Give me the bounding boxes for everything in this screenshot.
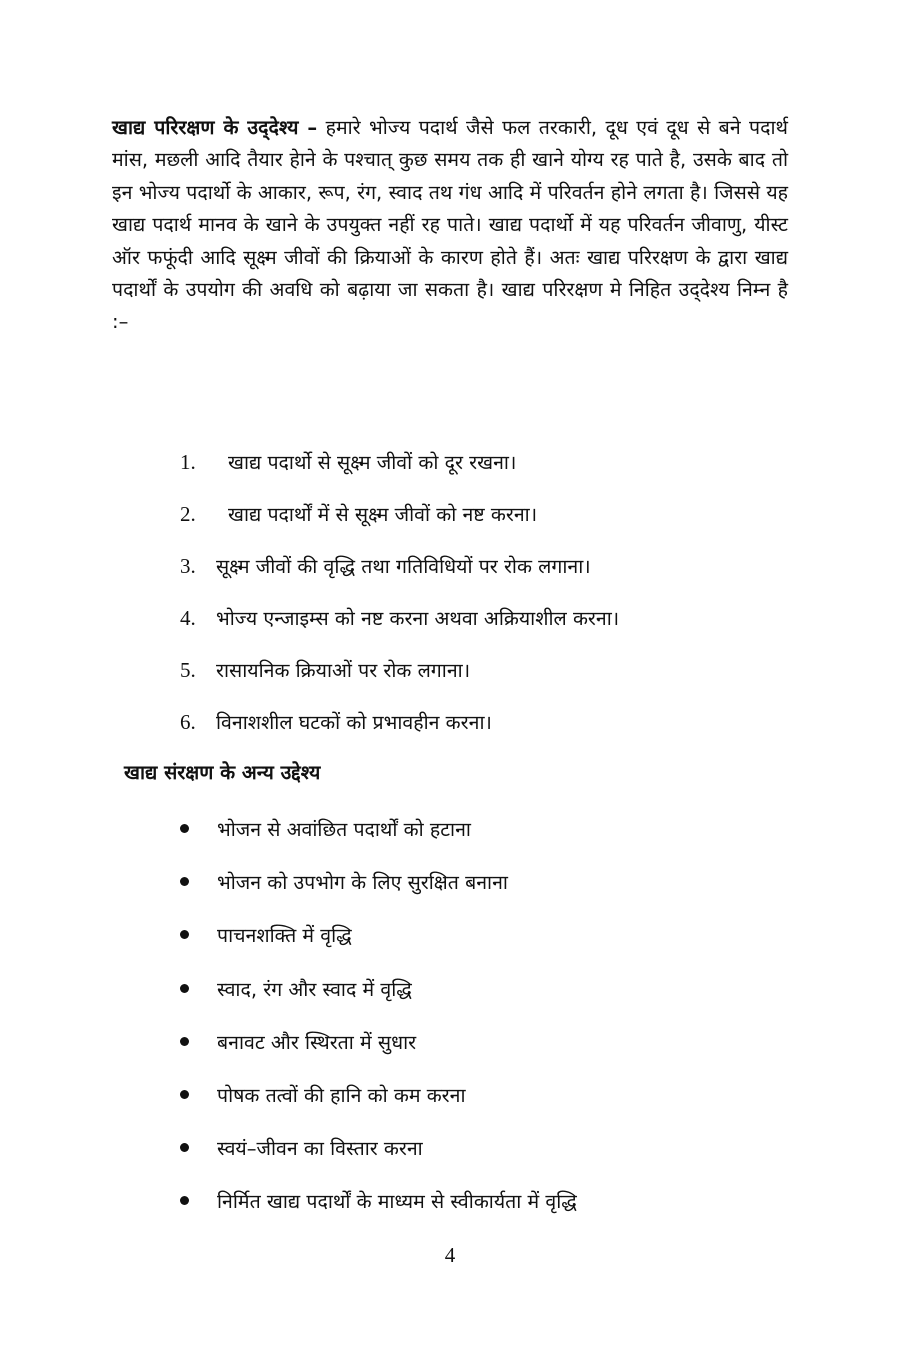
item-text: सूक्ष्म जीवों की वृद्धि तथा गतिविधियों पर रोक लगाना।	[216, 555, 591, 578]
bullet-icon	[180, 1143, 189, 1152]
bullet-icon	[180, 877, 189, 886]
item-number: 4.	[180, 606, 196, 630]
list-item	[180, 1186, 820, 1239]
other-objectives-list	[180, 814, 820, 1240]
list-item	[180, 1080, 820, 1133]
bullet-icon	[180, 1037, 189, 1046]
intro-text: हमारे भोज्य पदार्थ जैसे फल तरकारी, दूध एवं दूध से बने पदार्थ मांस, मछली आदि तैयार हेाने के पश्चात्‌ कुछ समय तक ही खाने योग्य रह पाते है, उसके बाद तो इन भोज्य पदार्थो के आकार, रूप, रंग, स्वाद तथ गंध आदि में परिवर्तन होने लगता है। जिससे यह खाद्य पदार्थ मानव के खाने के उपयुक्त नहीं रह पाते। खाद्य पदार्थो में यह परिवर्तन जीवाणु, यीस्ट ऑर फफूंदी आदि सूक्ष्म जीवों की क्रियाओं के कारण होते हैं। अतः खाद्य परिरक्षण के द्वारा खाद्य पदार्थों के उपयोग की अवधि को बढ़ाया जा सकता है। खाद्य परिरक्षण मे निहित उद्‌देश्य निम्न है :–	[112, 116, 788, 334]
bullet-icon	[180, 824, 189, 833]
page-number: 4	[444, 1243, 456, 1267]
item-text: पोषक तत्वों की हानि को कम करना	[217, 1083, 466, 1107]
bullet-icon	[180, 1090, 189, 1099]
list-item	[180, 1027, 820, 1080]
list-item	[180, 1133, 820, 1186]
item-text: खाद्य पदार्थों में से सूक्ष्म जीवों को नष्ट करना।	[228, 503, 538, 526]
intro-heading: खाद्य परिरक्षण के उद्‌देश्य –	[112, 116, 318, 139]
list-item	[180, 974, 820, 1027]
item-number: 6.	[180, 710, 196, 734]
bullet-icon	[180, 930, 189, 939]
item-text: रासायनिक क्रियाओं पर रोक लगाना।	[216, 659, 471, 682]
item-text: स्वाद, रंग और स्वाद में वृद्धि	[217, 977, 412, 1001]
item-number: 5.	[180, 658, 196, 682]
objectives-list	[180, 446, 820, 758]
item-text: विनाशशील घटकों को प्रभावहीन करना।	[216, 711, 492, 734]
item-number: 2.	[180, 502, 196, 526]
bullet-icon	[180, 984, 189, 993]
list-item	[180, 550, 820, 602]
list-item	[180, 867, 820, 920]
section-heading: खाद्य संरक्षण के अन्य उद्देश्य	[124, 761, 321, 784]
list-item	[180, 602, 820, 654]
list-item	[180, 654, 820, 706]
item-number: 3.	[180, 554, 196, 578]
item-text: निर्मित खाद्य पदार्थों के माध्यम से स्वीकार्यता में वृद्धि	[217, 1190, 577, 1214]
item-number: 1.	[180, 450, 196, 474]
item-text: स्वयं–जीवन का विस्तार करना	[217, 1137, 423, 1161]
item-text: भोजन से अवांछित पदार्थों को हटाना	[217, 818, 471, 841]
list-item	[180, 498, 820, 550]
item-text: खाद्य पदार्थो से सूक्ष्म जीवों को दूर रखना।	[228, 451, 517, 474]
bullet-icon	[180, 1196, 189, 1205]
item-text: पाचनशक्ति में वृद्धि	[217, 924, 352, 948]
list-item	[180, 446, 820, 498]
item-text: भोजन को उपभोग के लिए सुरक्षित बनाना	[217, 871, 508, 895]
list-item	[180, 920, 820, 973]
list-item	[180, 706, 820, 758]
list-item	[180, 814, 820, 867]
item-text: भोज्य एन्जाइम्स को नष्ट करना अथवा अक्रियाशील करना।	[216, 607, 620, 630]
intro-paragraph	[112, 112, 788, 339]
item-text: बनावट और स्थिरता में सुधार	[217, 1030, 417, 1054]
